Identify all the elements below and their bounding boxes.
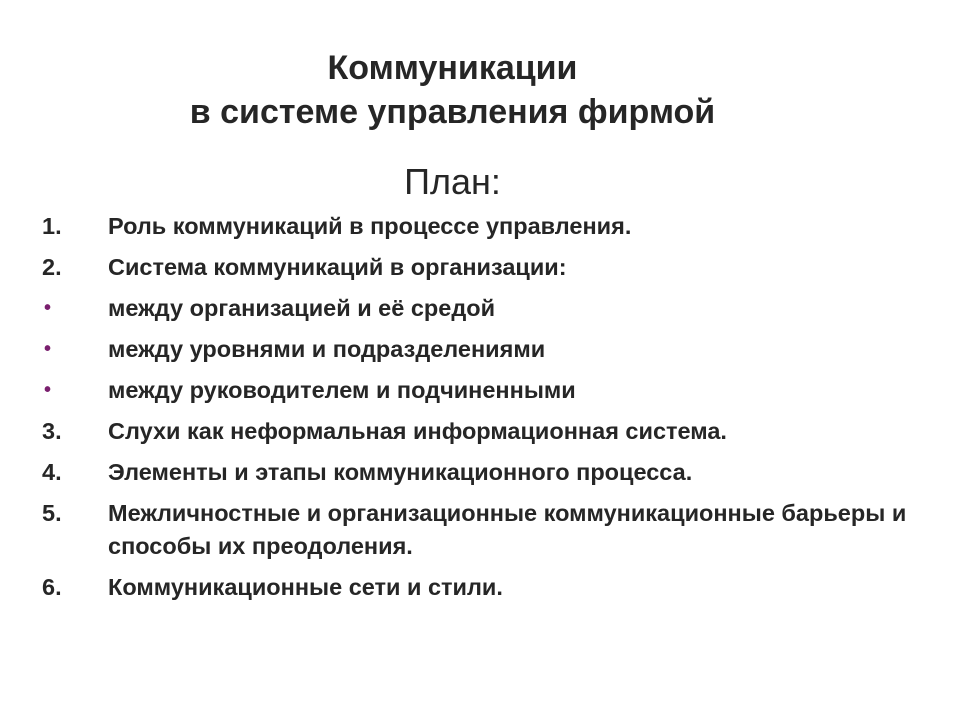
- list-item-text: Межличностные и организационные коммуникационные барьеры и способы их преодоления.: [108, 500, 907, 559]
- bullet-icon: •: [44, 297, 52, 319]
- bullet-icon: •: [44, 379, 52, 401]
- plan-subitem-environment: [42, 292, 942, 325]
- list-number: 2.: [42, 254, 62, 280]
- plan-item-2: [42, 251, 942, 284]
- plan-item-6: [42, 571, 942, 604]
- plan-item-4: [42, 456, 942, 489]
- list-number: 1.: [42, 213, 62, 239]
- list-item-text: Слухи как неформальная информационная система.: [108, 418, 727, 444]
- list-item-text: между уровнями и подразделениями: [108, 336, 546, 362]
- list-number: 3.: [42, 418, 62, 444]
- list-item-text: Система коммуникаций в организации:: [108, 254, 567, 280]
- list-number: 6.: [42, 574, 62, 600]
- slide-title: [0, 46, 905, 134]
- list-item-text: между руководителем и подчиненными: [108, 377, 576, 403]
- list-number: 5.: [42, 500, 62, 526]
- plan-item-3: [42, 415, 942, 448]
- plan-subitem-levels: [42, 333, 942, 366]
- slide-title-line-1: Коммуникации: [327, 49, 578, 87]
- bullet-icon: •: [44, 338, 52, 360]
- list-item-text: Роль коммуникаций в процессе управления.: [108, 213, 632, 239]
- list-item-text: Коммуникационные сети и стили.: [108, 574, 503, 600]
- plan-heading: План:: [404, 161, 501, 202]
- plan-item-1: [42, 210, 942, 243]
- list-item-text: между организацией и её средой: [108, 295, 496, 321]
- plan-subitem-manager: [42, 374, 942, 407]
- plan-list: [42, 210, 942, 612]
- list-item-text: Элементы и этапы коммуникационного процесса.: [108, 459, 693, 485]
- list-number: 4.: [42, 459, 62, 485]
- slide-title-line-2: в системе управления фирмой: [189, 93, 716, 131]
- plan-item-5: [42, 497, 942, 563]
